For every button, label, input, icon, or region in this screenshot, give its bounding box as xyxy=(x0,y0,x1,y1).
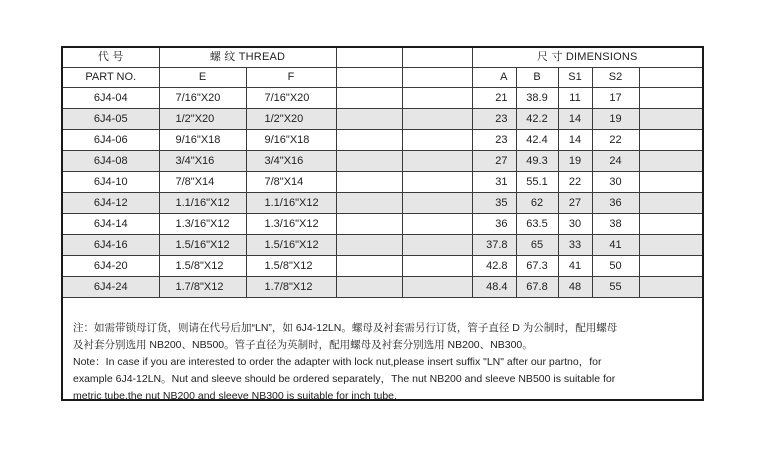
dim-s1-cell: 33 xyxy=(558,235,592,256)
part-no-cell: 6J4-08 xyxy=(63,151,159,172)
dim-s2-cell: 38 xyxy=(592,214,639,235)
note-cn-line-2: 及衬套分别选用 NB200、NB500。管子直径为英制时，配用螺母及衬套分别选用 NB200、NB300。 xyxy=(73,339,533,351)
dimensions-header: 尺 寸 DIMENSIONS xyxy=(472,48,702,68)
header-row-2 xyxy=(63,68,702,88)
blank-cell xyxy=(402,277,472,298)
dim-a-cell: 36 xyxy=(472,214,516,235)
blank-cell xyxy=(402,172,472,193)
blank-header-cell xyxy=(639,68,702,88)
dim-s1-cell: 48 xyxy=(558,277,592,298)
blank-cell xyxy=(639,109,702,130)
dim-a-cell: 48.4 xyxy=(472,277,516,298)
thread-f-cell: 1.3/16"X12 xyxy=(246,214,336,235)
col-s1-header: S1 xyxy=(558,68,592,88)
dim-s2-cell: 50 xyxy=(592,256,639,277)
dim-b-cell: 55.1 xyxy=(516,172,558,193)
dim-s1-cell: 11 xyxy=(558,88,592,109)
table-row xyxy=(63,193,702,214)
dim-s1-cell: 22 xyxy=(558,172,592,193)
col-s2-header: S2 xyxy=(592,68,639,88)
blank-cell xyxy=(336,151,402,172)
blank-header-cell xyxy=(336,48,402,68)
blank-cell xyxy=(639,193,702,214)
table-row xyxy=(63,130,702,151)
dim-s1-cell: 14 xyxy=(558,130,592,151)
dim-b-cell: 67.8 xyxy=(516,277,558,298)
part-no-cell: 6J4-12 xyxy=(63,193,159,214)
part-no-cell: 6J4-04 xyxy=(63,88,159,109)
blank-cell xyxy=(402,130,472,151)
thread-header: 螺 纹 THREAD xyxy=(159,48,336,68)
header-row-1 xyxy=(63,48,702,68)
thread-f-cell: 1.7/8"X12 xyxy=(246,277,336,298)
col-b-header: B xyxy=(516,68,558,88)
table-row xyxy=(63,235,702,256)
blank-cell xyxy=(402,109,472,130)
dim-a-cell: 42.8 xyxy=(472,256,516,277)
dim-a-cell: 31 xyxy=(472,172,516,193)
notes-block xyxy=(73,320,698,405)
dim-s1-cell: 19 xyxy=(558,151,592,172)
blank-header-cell xyxy=(402,48,472,68)
thread-f-cell: 9/16"X18 xyxy=(246,130,336,151)
thread-f-cell: 7/8"X14 xyxy=(246,172,336,193)
col-f-header: F xyxy=(246,68,336,88)
thread-f-cell: 1.5/16"X12 xyxy=(246,235,336,256)
col-a-header: A xyxy=(472,68,516,88)
blank-cell xyxy=(639,235,702,256)
part-no-cell: 6J4-05 xyxy=(63,109,159,130)
dim-s2-cell: 30 xyxy=(592,172,639,193)
note-en-line-1: Note：In case if you are interested to order the adapter with lock nut,please insert suffix "LN" after our partno，for xyxy=(73,356,602,368)
thread-e-cell: 1/2"X20 xyxy=(159,109,246,130)
blank-cell xyxy=(336,172,402,193)
part-no-header: PART NO. xyxy=(63,68,159,88)
blank-cell xyxy=(639,277,702,298)
blank-cell xyxy=(402,235,472,256)
dim-s2-cell: 24 xyxy=(592,151,639,172)
part-no-cell: 6J4-14 xyxy=(63,214,159,235)
blank-cell xyxy=(336,193,402,214)
dim-a-cell: 27 xyxy=(472,151,516,172)
dim-a-cell: 35 xyxy=(472,193,516,214)
table-row xyxy=(63,88,702,109)
part-no-cell: 6J4-24 xyxy=(63,277,159,298)
blank-cell xyxy=(336,88,402,109)
blank-cell xyxy=(639,88,702,109)
thread-e-cell: 1.5/16"X12 xyxy=(159,235,246,256)
dim-b-cell: 65 xyxy=(516,235,558,256)
thread-e-cell: 3/4"X16 xyxy=(159,151,246,172)
blank-cell xyxy=(402,214,472,235)
note-cn-line-1: 注：如需带锁母订货，则请在代号后加“LN”，如 6J4-12LN。螺母及衬套需另行订货，管子直径 D 为公制时，配用螺母 xyxy=(73,322,618,334)
thread-f-cell: 1.5/8"X12 xyxy=(246,256,336,277)
blank-cell xyxy=(336,130,402,151)
table-row xyxy=(63,214,702,235)
thread-e-cell: 7/16"X20 xyxy=(159,88,246,109)
dim-b-cell: 38.9 xyxy=(516,88,558,109)
table-row xyxy=(63,277,702,298)
dim-b-cell: 62 xyxy=(516,193,558,214)
thread-e-cell: 1.1/16"X12 xyxy=(159,193,246,214)
thread-f-cell: 3/4"X16 xyxy=(246,151,336,172)
part-no-cell: 6J4-20 xyxy=(63,256,159,277)
thread-f-cell: 7/16"X20 xyxy=(246,88,336,109)
code-cn-header: 代 号 xyxy=(63,48,159,68)
blank-cell xyxy=(639,130,702,151)
dim-b-cell: 42.4 xyxy=(516,130,558,151)
dim-s2-cell: 19 xyxy=(592,109,639,130)
blank-cell xyxy=(402,256,472,277)
dim-a-cell: 23 xyxy=(472,130,516,151)
thread-f-cell: 1.1/16"X12 xyxy=(246,193,336,214)
dim-b-cell: 42.2 xyxy=(516,109,558,130)
dim-a-cell: 37.8 xyxy=(472,235,516,256)
table-row xyxy=(63,172,702,193)
blank-cell xyxy=(639,214,702,235)
part-no-cell: 6J4-16 xyxy=(63,235,159,256)
blank-cell xyxy=(639,172,702,193)
blank-cell xyxy=(402,193,472,214)
thread-e-cell: 1.7/8"X12 xyxy=(159,277,246,298)
dim-s2-cell: 22 xyxy=(592,130,639,151)
blank-cell xyxy=(639,256,702,277)
blank-cell xyxy=(336,235,402,256)
blank-cell xyxy=(336,277,402,298)
dim-a-cell: 21 xyxy=(472,88,516,109)
table-row xyxy=(63,256,702,277)
note-en-line-2: example 6J4-12LN。Nut and sleeve should be ordered separately，The nut NB200 and sleeve NB500 is suitable for xyxy=(73,373,616,385)
dim-s2-cell: 36 xyxy=(592,193,639,214)
blank-header-cell xyxy=(336,68,402,88)
blank-cell xyxy=(336,256,402,277)
blank-cell xyxy=(402,151,472,172)
dim-s1-cell: 41 xyxy=(558,256,592,277)
dim-s1-cell: 30 xyxy=(558,214,592,235)
col-e-header: E xyxy=(159,68,246,88)
thread-e-cell: 7/8"X14 xyxy=(159,172,246,193)
table-row xyxy=(63,151,702,172)
part-no-cell: 6J4-06 xyxy=(63,130,159,151)
blank-header-cell xyxy=(402,68,472,88)
thread-e-cell: 9/16"X18 xyxy=(159,130,246,151)
dim-s1-cell: 27 xyxy=(558,193,592,214)
dim-s2-cell: 55 xyxy=(592,277,639,298)
table-row xyxy=(63,109,702,130)
note-en-line-3: metric tube,the nut NB200 and sleeve NB300 is suitable for inch tube. xyxy=(73,390,397,402)
blank-cell xyxy=(336,109,402,130)
dim-s2-cell: 17 xyxy=(592,88,639,109)
blank-cell xyxy=(639,151,702,172)
blank-cell xyxy=(402,88,472,109)
dim-b-cell: 63.5 xyxy=(516,214,558,235)
dim-b-cell: 49.3 xyxy=(516,151,558,172)
part-no-cell: 6J4-10 xyxy=(63,172,159,193)
spec-table-frame xyxy=(61,46,704,401)
spec-table xyxy=(63,48,702,298)
dim-b-cell: 67.3 xyxy=(516,256,558,277)
dim-a-cell: 23 xyxy=(472,109,516,130)
thread-f-cell: 1/2"X20 xyxy=(246,109,336,130)
dim-s1-cell: 14 xyxy=(558,109,592,130)
thread-e-cell: 1.5/8"X12 xyxy=(159,256,246,277)
thread-e-cell: 1.3/16"X12 xyxy=(159,214,246,235)
blank-cell xyxy=(336,214,402,235)
dim-s2-cell: 41 xyxy=(592,235,639,256)
